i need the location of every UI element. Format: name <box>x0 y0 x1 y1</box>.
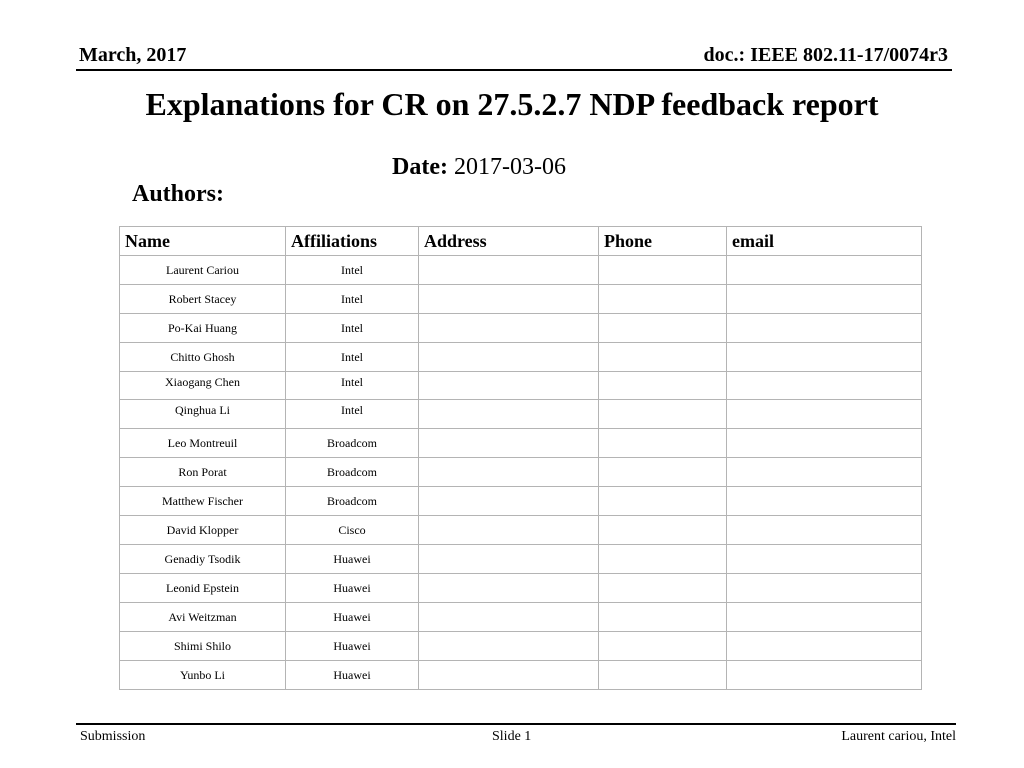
table-row <box>120 285 922 314</box>
column-header-address: Address <box>419 227 599 256</box>
column-header-name: Name <box>120 227 286 256</box>
author-affiliation: Intel <box>286 314 419 343</box>
authors-heading: Authors: <box>132 181 225 207</box>
author-name: Chitto Ghosh <box>120 343 286 372</box>
author-address <box>419 545 599 574</box>
table-row <box>120 516 922 545</box>
table-row <box>120 487 922 516</box>
author-affiliation: Intel <box>286 343 419 372</box>
table-row <box>120 603 922 632</box>
author-affiliation: Cisco <box>286 516 419 545</box>
author-name: Laurent Cariou <box>120 256 286 285</box>
author-name: Ron Porat <box>120 458 286 487</box>
author-email <box>727 314 922 343</box>
date-label: Date: <box>392 154 448 180</box>
author-affiliation: Huawei <box>286 632 419 661</box>
author-email <box>727 603 922 632</box>
author-affiliation: Intel <box>286 372 419 400</box>
table-row <box>120 545 922 574</box>
author-phone <box>599 545 727 574</box>
table-row <box>120 400 922 429</box>
author-affiliation: Intel <box>286 400 419 429</box>
author-name: Matthew Fischer <box>120 487 286 516</box>
author-email <box>727 458 922 487</box>
author-address <box>419 285 599 314</box>
author-affiliation: Intel <box>286 256 419 285</box>
author-phone <box>599 256 727 285</box>
author-address <box>419 661 599 690</box>
author-name: Avi Weitzman <box>120 603 286 632</box>
author-email <box>727 256 922 285</box>
author-phone <box>599 400 727 429</box>
author-phone <box>599 487 727 516</box>
table-row <box>120 632 922 661</box>
slide-title: Explanations for CR on 27.5.2.7 NDP feedback report <box>145 86 879 122</box>
author-phone <box>599 429 727 458</box>
table-row <box>120 458 922 487</box>
footer-author: Laurent cariou, Intel <box>841 729 956 744</box>
author-address <box>419 429 599 458</box>
author-affiliation: Huawei <box>286 545 419 574</box>
author-phone <box>599 372 727 400</box>
author-phone <box>599 661 727 690</box>
table-header-row <box>120 227 922 256</box>
table-row <box>120 661 922 690</box>
authors-table <box>119 226 922 690</box>
column-header-affiliations: Affiliations <box>286 227 419 256</box>
footer-slide-number: Slide 1 <box>492 729 532 744</box>
author-phone <box>599 516 727 545</box>
author-email <box>727 574 922 603</box>
author-affiliation: Broadcom <box>286 487 419 516</box>
author-email <box>727 632 922 661</box>
author-phone <box>599 632 727 661</box>
header-doc-number: doc.: IEEE 802.11-17/0074r3 <box>703 44 948 66</box>
author-phone <box>599 343 727 372</box>
author-email <box>727 487 922 516</box>
author-address <box>419 400 599 429</box>
author-address <box>419 314 599 343</box>
author-name: Xiaogang Chen <box>120 372 286 400</box>
author-affiliation: Huawei <box>286 661 419 690</box>
author-phone <box>599 458 727 487</box>
author-address <box>419 574 599 603</box>
author-email <box>727 516 922 545</box>
author-address <box>419 343 599 372</box>
author-phone <box>599 574 727 603</box>
author-address <box>419 603 599 632</box>
date-line <box>392 154 566 181</box>
footer-rule <box>76 723 956 725</box>
table-row <box>120 314 922 343</box>
author-email <box>727 343 922 372</box>
author-affiliation: Broadcom <box>286 429 419 458</box>
table-row <box>120 574 922 603</box>
author-address <box>419 372 599 400</box>
author-address <box>419 458 599 487</box>
author-email <box>727 545 922 574</box>
author-name: Genadiy Tsodik <box>120 545 286 574</box>
author-name: Leonid Epstein <box>120 574 286 603</box>
date-value: 2017-03-06 <box>453 154 566 180</box>
author-name: Po-Kai Huang <box>120 314 286 343</box>
author-phone <box>599 285 727 314</box>
author-affiliation: Huawei <box>286 603 419 632</box>
table-row <box>120 256 922 285</box>
author-name: Leo Montreuil <box>120 429 286 458</box>
author-address <box>419 632 599 661</box>
author-affiliation: Broadcom <box>286 458 419 487</box>
author-name: David Klopper <box>120 516 286 545</box>
author-email <box>727 429 922 458</box>
author-name: Qinghua Li <box>120 400 286 429</box>
author-address <box>419 256 599 285</box>
author-email <box>727 400 922 429</box>
author-name: Shimi Shilo <box>120 632 286 661</box>
table-row <box>120 372 922 400</box>
author-email <box>727 372 922 400</box>
author-affiliation: Huawei <box>286 574 419 603</box>
footer-submission: Submission <box>80 729 146 744</box>
column-header-email: email <box>727 227 922 256</box>
header-date: March, 2017 <box>79 44 187 66</box>
author-email <box>727 661 922 690</box>
table-row <box>120 343 922 372</box>
author-affiliation: Intel <box>286 285 419 314</box>
author-email <box>727 285 922 314</box>
author-phone <box>599 314 727 343</box>
author-name: Yunbo Li <box>120 661 286 690</box>
author-name: Robert Stacey <box>120 285 286 314</box>
column-header-phone: Phone <box>599 227 727 256</box>
author-phone <box>599 603 727 632</box>
author-address <box>419 516 599 545</box>
header-rule <box>76 69 952 71</box>
table-row <box>120 429 922 458</box>
author-address <box>419 487 599 516</box>
